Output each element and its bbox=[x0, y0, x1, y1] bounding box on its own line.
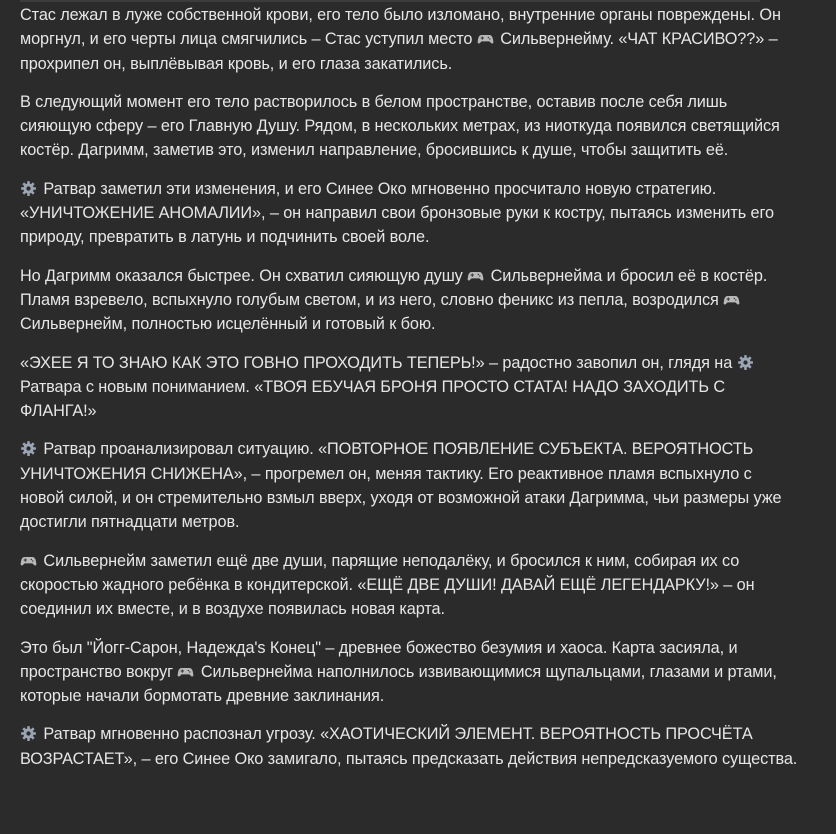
paragraph-text: Ратвар проанализировал ситуацию. «ПОВТОРНОЕ ПОЯВЛЕНИЕ СУБЪЕКТА. ВЕРОЯТНОСТЬ УНИЧТОЖЕНИЯ СНИЖЕНА», – прогремел он, меняя тактику. Его реактивное пламя вспыхнуло с новой силой, и он стремительно взмыл вверх, уходя от возможной атаки Дагримма, чьи размеры уже достигли пятнадцати метров. bbox=[20, 440, 782, 532]
story-paragraph bbox=[20, 3, 800, 76]
gamepad-icon bbox=[20, 552, 37, 569]
paragraph-text: Ратвар мгновенно распознал угрозу. «ХАОТИЧЕСКИЙ ЭЛЕМЕНТ. ВЕРОЯТНОСТЬ ПРОСЧЁТА ВОЗРАСТАЕТ», – его Синее Око замигало, пытаясь предсказать действия непредсказуемого существа. bbox=[20, 725, 798, 768]
paragraph-text: В следующий момент его тело растворилось в белом пространстве, оставив после себя лишь сияющую сферу – его Главную Душу. Рядом, в нескольких метрах, из ниоткуда появился светящийся костёр. Дагримм, заметив это, изменил направление, бросившись к душе, чтобы защитить её. bbox=[20, 92, 780, 160]
gear-icon bbox=[737, 354, 754, 371]
story-paragraph bbox=[20, 636, 800, 709]
paragraph-text: Сильвернейму. «ЧАТ КРАСИВО??» – прохрипел он, выплёвывая кровь, и его глаза закатились. bbox=[20, 30, 778, 73]
story-paragraph bbox=[20, 351, 800, 424]
paragraph-text: Ратвара с новым пониманием. «ТВОЯ ЕБУЧАЯ БРОНЯ ПРОСТО СТАТА! НАДО ЗАХОДИТЬ С ФЛАНГА!» bbox=[20, 377, 726, 421]
story-paragraph bbox=[20, 549, 800, 622]
gamepad-icon bbox=[723, 291, 740, 308]
paragraph-text: Стас лежал в луже собственной крови, его тело было изломано, внутренние органы повреждены. Он моргнул, и его черты лица смягчились – Стас уступил место bbox=[20, 6, 781, 49]
paragraph-text: Сильвернейм заметил ещё две души, парящие неподалёку, и бросился к ним, собирая их со скоростью жадного ребёнка в кондитерской. «ЕЩЁ ДВЕ ДУШИ! ДАВАЙ ЕЩЁ ЛЕГЕНДАРКУ!» – он соединил их вместе, и в воздухе появилась новая карта. bbox=[20, 551, 755, 619]
gamepad-icon bbox=[467, 267, 484, 284]
paragraph-text: Сильвернейм, полностью исцелённый и готовый к бою. bbox=[20, 315, 436, 334]
story-text bbox=[20, 3, 800, 785]
paragraph-text: Сильвернейма наполнилось извивающимися щупальцами, глазами и ртами, которые начали бормотать древние заклинания. bbox=[20, 662, 777, 706]
paragraph-text: Ратвар заметил эти изменения, и его Синее Око мгновенно просчитало новую стратегию. «УНИЧТОЖЕНИЕ АНОМАЛИИ», – он направил свои бронзовые руки к костру, пытаясь изменить его природу, превратить в латунь и подчинить своей воле. bbox=[20, 179, 774, 247]
gear-icon bbox=[20, 180, 37, 197]
gamepad-icon bbox=[177, 663, 194, 680]
paragraph-text: Сильвернейма и бросил её в костёр. Пламя взревело, вспыхнуло голубым светом, и из него, словно феникс из пепла, возродился bbox=[20, 266, 768, 309]
paragraph-text: «ЭХЕЕ Я ТО ЗНАЮ КАК ЭТО ГОВНО ПРОХОДИТЬ ТЕПЕРЬ!» – радостно завопил он, глядя на bbox=[20, 353, 737, 372]
top-divider bbox=[20, 0, 760, 2]
story-paragraph bbox=[20, 437, 800, 534]
story-paragraph bbox=[20, 264, 800, 337]
gear-icon bbox=[20, 440, 37, 457]
paragraph-text: Это был "Йогг-Сарон, Надежда's Конец" – древнее божество безумия и хаоса. Карта засияла, и пространство вокруг bbox=[20, 638, 738, 681]
paragraph-text: Но Дагримм оказался быстрее. Он схватил сияющую душу bbox=[20, 266, 468, 285]
gear-icon bbox=[20, 725, 37, 742]
gamepad-icon bbox=[477, 30, 494, 47]
story-paragraph bbox=[20, 90, 800, 163]
story-paragraph bbox=[20, 722, 800, 771]
story-paragraph bbox=[20, 177, 800, 250]
